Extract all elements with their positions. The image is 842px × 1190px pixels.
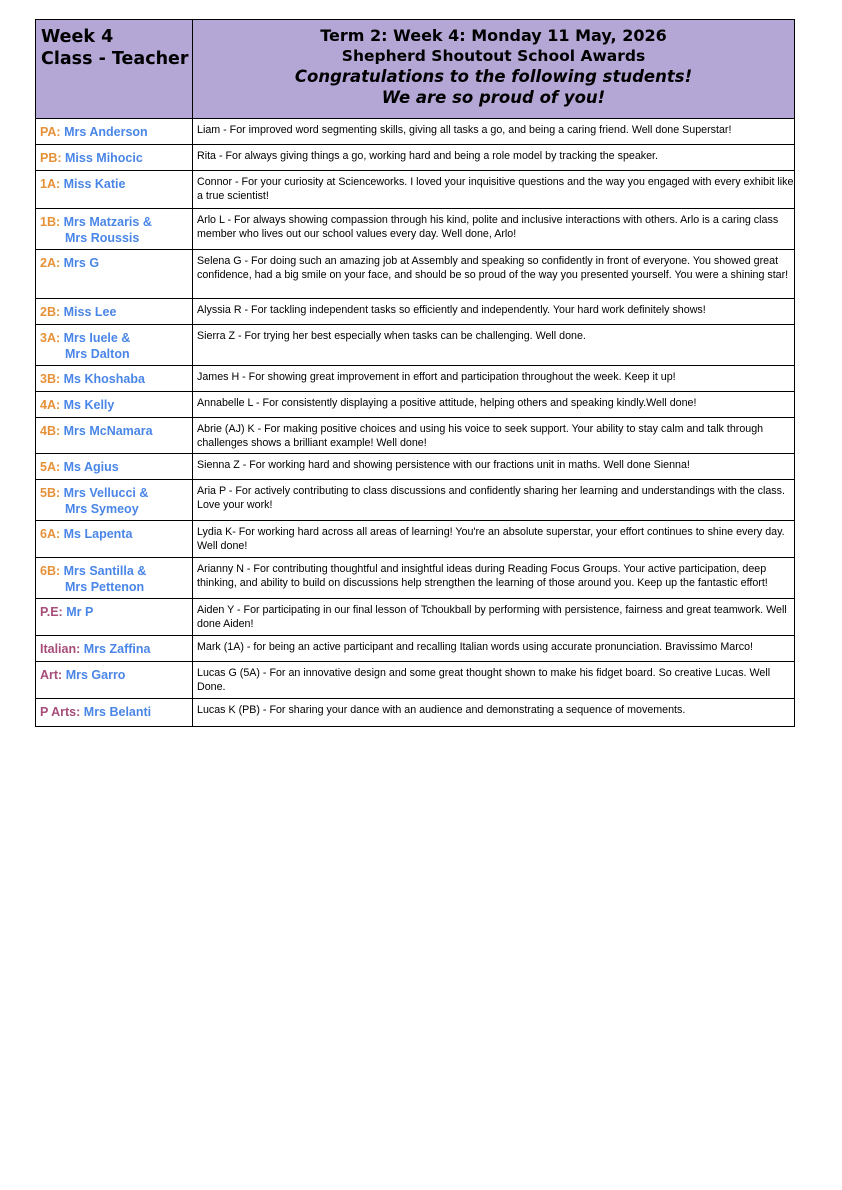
awards-title: Shepherd Shoutout School Awards: [341, 47, 646, 65]
class-teacher-cell: [36, 366, 193, 392]
award-row: [36, 392, 795, 418]
award-message: Rita - For always giving things a go, working hard and being a role model by tracking the speaker.: [193, 145, 795, 171]
teacher-name: Mrs Garro: [65, 668, 126, 682]
award-row: [36, 209, 795, 250]
award-message: Lucas G (5A) - For an innovative design and some great thought shown to make his fidget board. So creative Lucas. Well Done.: [193, 662, 795, 699]
class-teacher-cell: [36, 454, 193, 480]
award-row: [36, 299, 795, 325]
award-row: [36, 250, 795, 299]
award-row: [36, 145, 795, 171]
teacher-name: Ms Lapenta: [63, 527, 133, 541]
class-code: Art:: [40, 668, 63, 682]
award-row: [36, 171, 795, 209]
award-message: Aria P - For actively contributing to class discussions and confidently sharing her learning and understandings with the class. Love your work!: [193, 480, 795, 521]
class-code: P Arts:: [40, 705, 81, 719]
award-message: Abrie (AJ) K - For making positive choices and using his voice to seek support. Your ability to stay calm and talk through challenges shows a brilliant example! Well done!: [193, 418, 795, 454]
class-teacher-cell: [36, 392, 193, 418]
award-row: [36, 558, 795, 599]
week-label: Week 4: [41, 27, 114, 47]
award-message: Connor - For your curiosity at Scienceworks. I loved your inquisitive questions and the way you engaged with every exhibit like a true scientist!: [193, 171, 795, 209]
award-row: [36, 119, 795, 145]
class-teacher-cell: [36, 250, 193, 299]
award-message: James H - For showing great improvement in effort and participation throughout the week. Keep it up!: [193, 366, 795, 392]
award-message: Lydia K- For working hard across all areas of learning! You're an absolute superstar, your effort continues to shine every day. Well done!: [193, 521, 795, 558]
teacher-name: Mrs Anderson: [64, 125, 148, 139]
award-row: [36, 418, 795, 454]
class-teacher-cell: [36, 418, 193, 454]
class-teacher-cell: [36, 699, 193, 727]
award-row: [36, 699, 795, 727]
award-row: [36, 325, 795, 366]
header-row: [36, 20, 795, 119]
class-code: 2A:: [40, 256, 61, 270]
teacher-name: Mrs Belanti: [83, 705, 152, 719]
teacher-name: Mrs G: [63, 256, 100, 270]
award-message: Annabelle L - For consistently displaying a positive attitude, helping others and speaking kindly.Well done!: [193, 392, 795, 418]
teacher-name: Mr P: [66, 605, 94, 619]
class-teacher-cell: [36, 145, 193, 171]
class-teacher-cell: [36, 662, 193, 699]
class-teacher-cell: [36, 636, 193, 662]
teacher-name-second: Mrs Pettenon: [65, 580, 145, 594]
awards-table: [35, 19, 795, 727]
award-row: [36, 366, 795, 392]
award-row: [36, 454, 795, 480]
class-code: Italian:: [40, 642, 81, 656]
teacher-name: Mrs Zaffina: [83, 642, 151, 656]
teacher-name: Ms Agius: [63, 460, 119, 474]
teacher-name: Mrs Santilla &: [63, 564, 147, 578]
term-date-title: Term 2: Week 4: Monday 11 May, 2026: [320, 26, 667, 45]
teacher-name: Miss Mihocic: [65, 151, 143, 165]
class-code: 1B:: [40, 215, 61, 229]
teacher-name: Mrs Vellucci &: [63, 486, 149, 500]
award-message: Sierra Z - For trying her best especially when tasks can be challenging. Well done.: [193, 325, 795, 366]
class-teacher-cell: [36, 558, 193, 599]
teacher-name: Ms Kelly: [63, 398, 115, 412]
teacher-name: Mrs Matzaris &: [63, 215, 152, 229]
class-code: PA:: [40, 125, 61, 139]
class-code: 1A:: [40, 177, 61, 191]
award-row: [36, 521, 795, 558]
teacher-name-second: Mrs Symeoy: [65, 502, 139, 516]
award-row: [36, 599, 795, 636]
class-code: 5A:: [40, 460, 61, 474]
teacher-name: Miss Katie: [63, 177, 126, 191]
teacher-name-second: Mrs Dalton: [65, 347, 130, 361]
proud-line: We are so proud of you!: [381, 88, 606, 107]
class-code: 3A:: [40, 331, 61, 345]
teacher-name-second: Mrs Roussis: [65, 231, 140, 245]
class-teacher-cell: [36, 480, 193, 521]
header-title-cell: [193, 20, 795, 119]
award-row: [36, 636, 795, 662]
award-message: Mark (1A) - for being an active participant and recalling Italian words using accurate pronunciation. Bravissimo Marco!: [193, 636, 795, 662]
class-code: P.E:: [40, 605, 63, 619]
award-message: Alyssia R - For tackling independent tasks so efficiently and independently. Your hard work definitely shows!: [193, 299, 795, 325]
class-teacher-cell: [36, 119, 193, 145]
congratulations-line: Congratulations to the following students!: [294, 67, 693, 86]
award-message: Arianny N - For contributing thoughtful and insightful ideas during Reading Focus Groups. Your active participation, deep thinking, and ability to build on discussions help strengthen the learning of those around you. Keep up the fantastic effort!: [193, 558, 795, 599]
class-teacher-cell: [36, 299, 193, 325]
award-message: Sienna Z - For working hard and showing persistence with our fractions unit in maths. Well done Sienna!: [193, 454, 795, 480]
header-left-cell: [36, 20, 193, 119]
class-code: 4A:: [40, 398, 61, 412]
class-teacher-cell: [36, 209, 193, 250]
class-code: 2B:: [40, 305, 61, 319]
teacher-name: Mrs McNamara: [63, 424, 153, 438]
class-teacher-label: Class - Teacher: [41, 49, 189, 69]
award-message: Lucas K (PB) - For sharing your dance with an audience and demonstrating a sequence of movements.: [193, 699, 795, 727]
award-message: Liam - For improved word segmenting skills, giving all tasks a go, and being a caring friend. Well done Superstar!: [193, 119, 795, 145]
class-code: 4B:: [40, 424, 61, 438]
class-code: 5B:: [40, 486, 61, 500]
class-code: 3B:: [40, 372, 61, 386]
class-teacher-cell: [36, 325, 193, 366]
award-message: Arlo L - For always showing compassion through his kind, polite and inclusive interactions with others. Arlo is a caring class member who lives out our school values every day. Well done, Arlo!: [193, 209, 795, 250]
teacher-name: Miss Lee: [63, 305, 117, 319]
award-row: [36, 662, 795, 699]
award-row: [36, 480, 795, 521]
class-code: PB:: [40, 151, 62, 165]
class-teacher-cell: [36, 521, 193, 558]
class-code: 6A:: [40, 527, 61, 541]
teacher-name: Mrs Iuele &: [63, 331, 131, 345]
class-teacher-cell: [36, 171, 193, 209]
teacher-name: Ms Khoshaba: [63, 372, 145, 386]
award-message: Selena G - For doing such an amazing job at Assembly and speaking so confidently in front of everyone. You showed great confidence, had a big smile on your face, and should be so proud of the way you presented yourself. You were a shining star!: [193, 250, 795, 299]
class-teacher-cell: [36, 599, 193, 636]
award-message: Aiden Y - For participating in our final lesson of Tchoukball by performing with persistence, fairness and great teamwork. Well done Aiden!: [193, 599, 795, 636]
class-code: 6B:: [40, 564, 61, 578]
